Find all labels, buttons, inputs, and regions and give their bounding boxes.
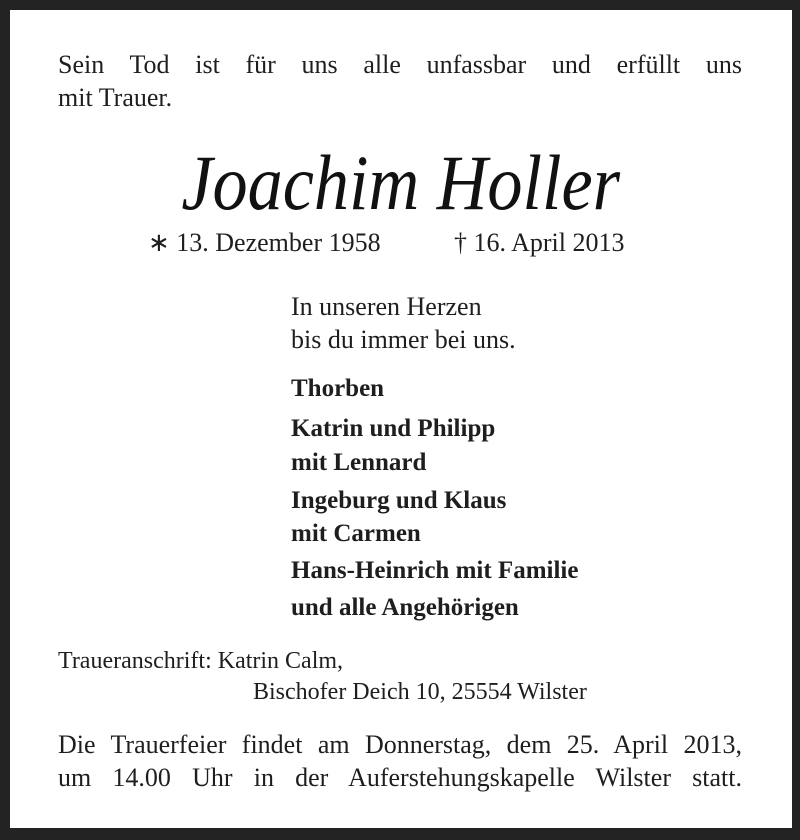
death-date: † 16. April 2013 (454, 228, 625, 257)
service-line-1: Die Trauerfeier findet am Donnerstag, dem 25. April 2013, (58, 730, 742, 759)
verse-line-1: In unseren Herzen (291, 292, 482, 321)
verse-line-2: bis du immer bei uns. (291, 325, 516, 354)
mourner: mit Lennard (291, 449, 427, 476)
deceased-name (10, 138, 792, 228)
service-line-2: um 14.00 Uhr in der Auferstehungskapelle Wilster statt. (58, 763, 742, 792)
mourner: Ingeburg und Klaus (291, 487, 507, 514)
mourner: und alle Angehörigen (291, 594, 519, 621)
intro-line-2: mit Trauer. (58, 83, 173, 112)
intro-line-1: Sein Tod ist für uns alle unfassbar und erfüllt uns (58, 50, 742, 79)
birth-date: ∗ 13. Dezember 1958 (148, 228, 381, 257)
mourner: mit Carmen (291, 520, 421, 547)
address-line-1: Traueranschrift: Katrin Calm, (58, 648, 344, 674)
address-line-2: Bischofer Deich 10, 25554 Wilster (253, 679, 587, 705)
mourner: Thorben (291, 375, 385, 402)
mourner: Hans-Heinrich mit Familie (291, 557, 579, 584)
obituary-card (10, 10, 792, 828)
mourner: Katrin und Philipp (291, 415, 496, 442)
deceased-name-text: Joachim Holler (181, 139, 621, 226)
